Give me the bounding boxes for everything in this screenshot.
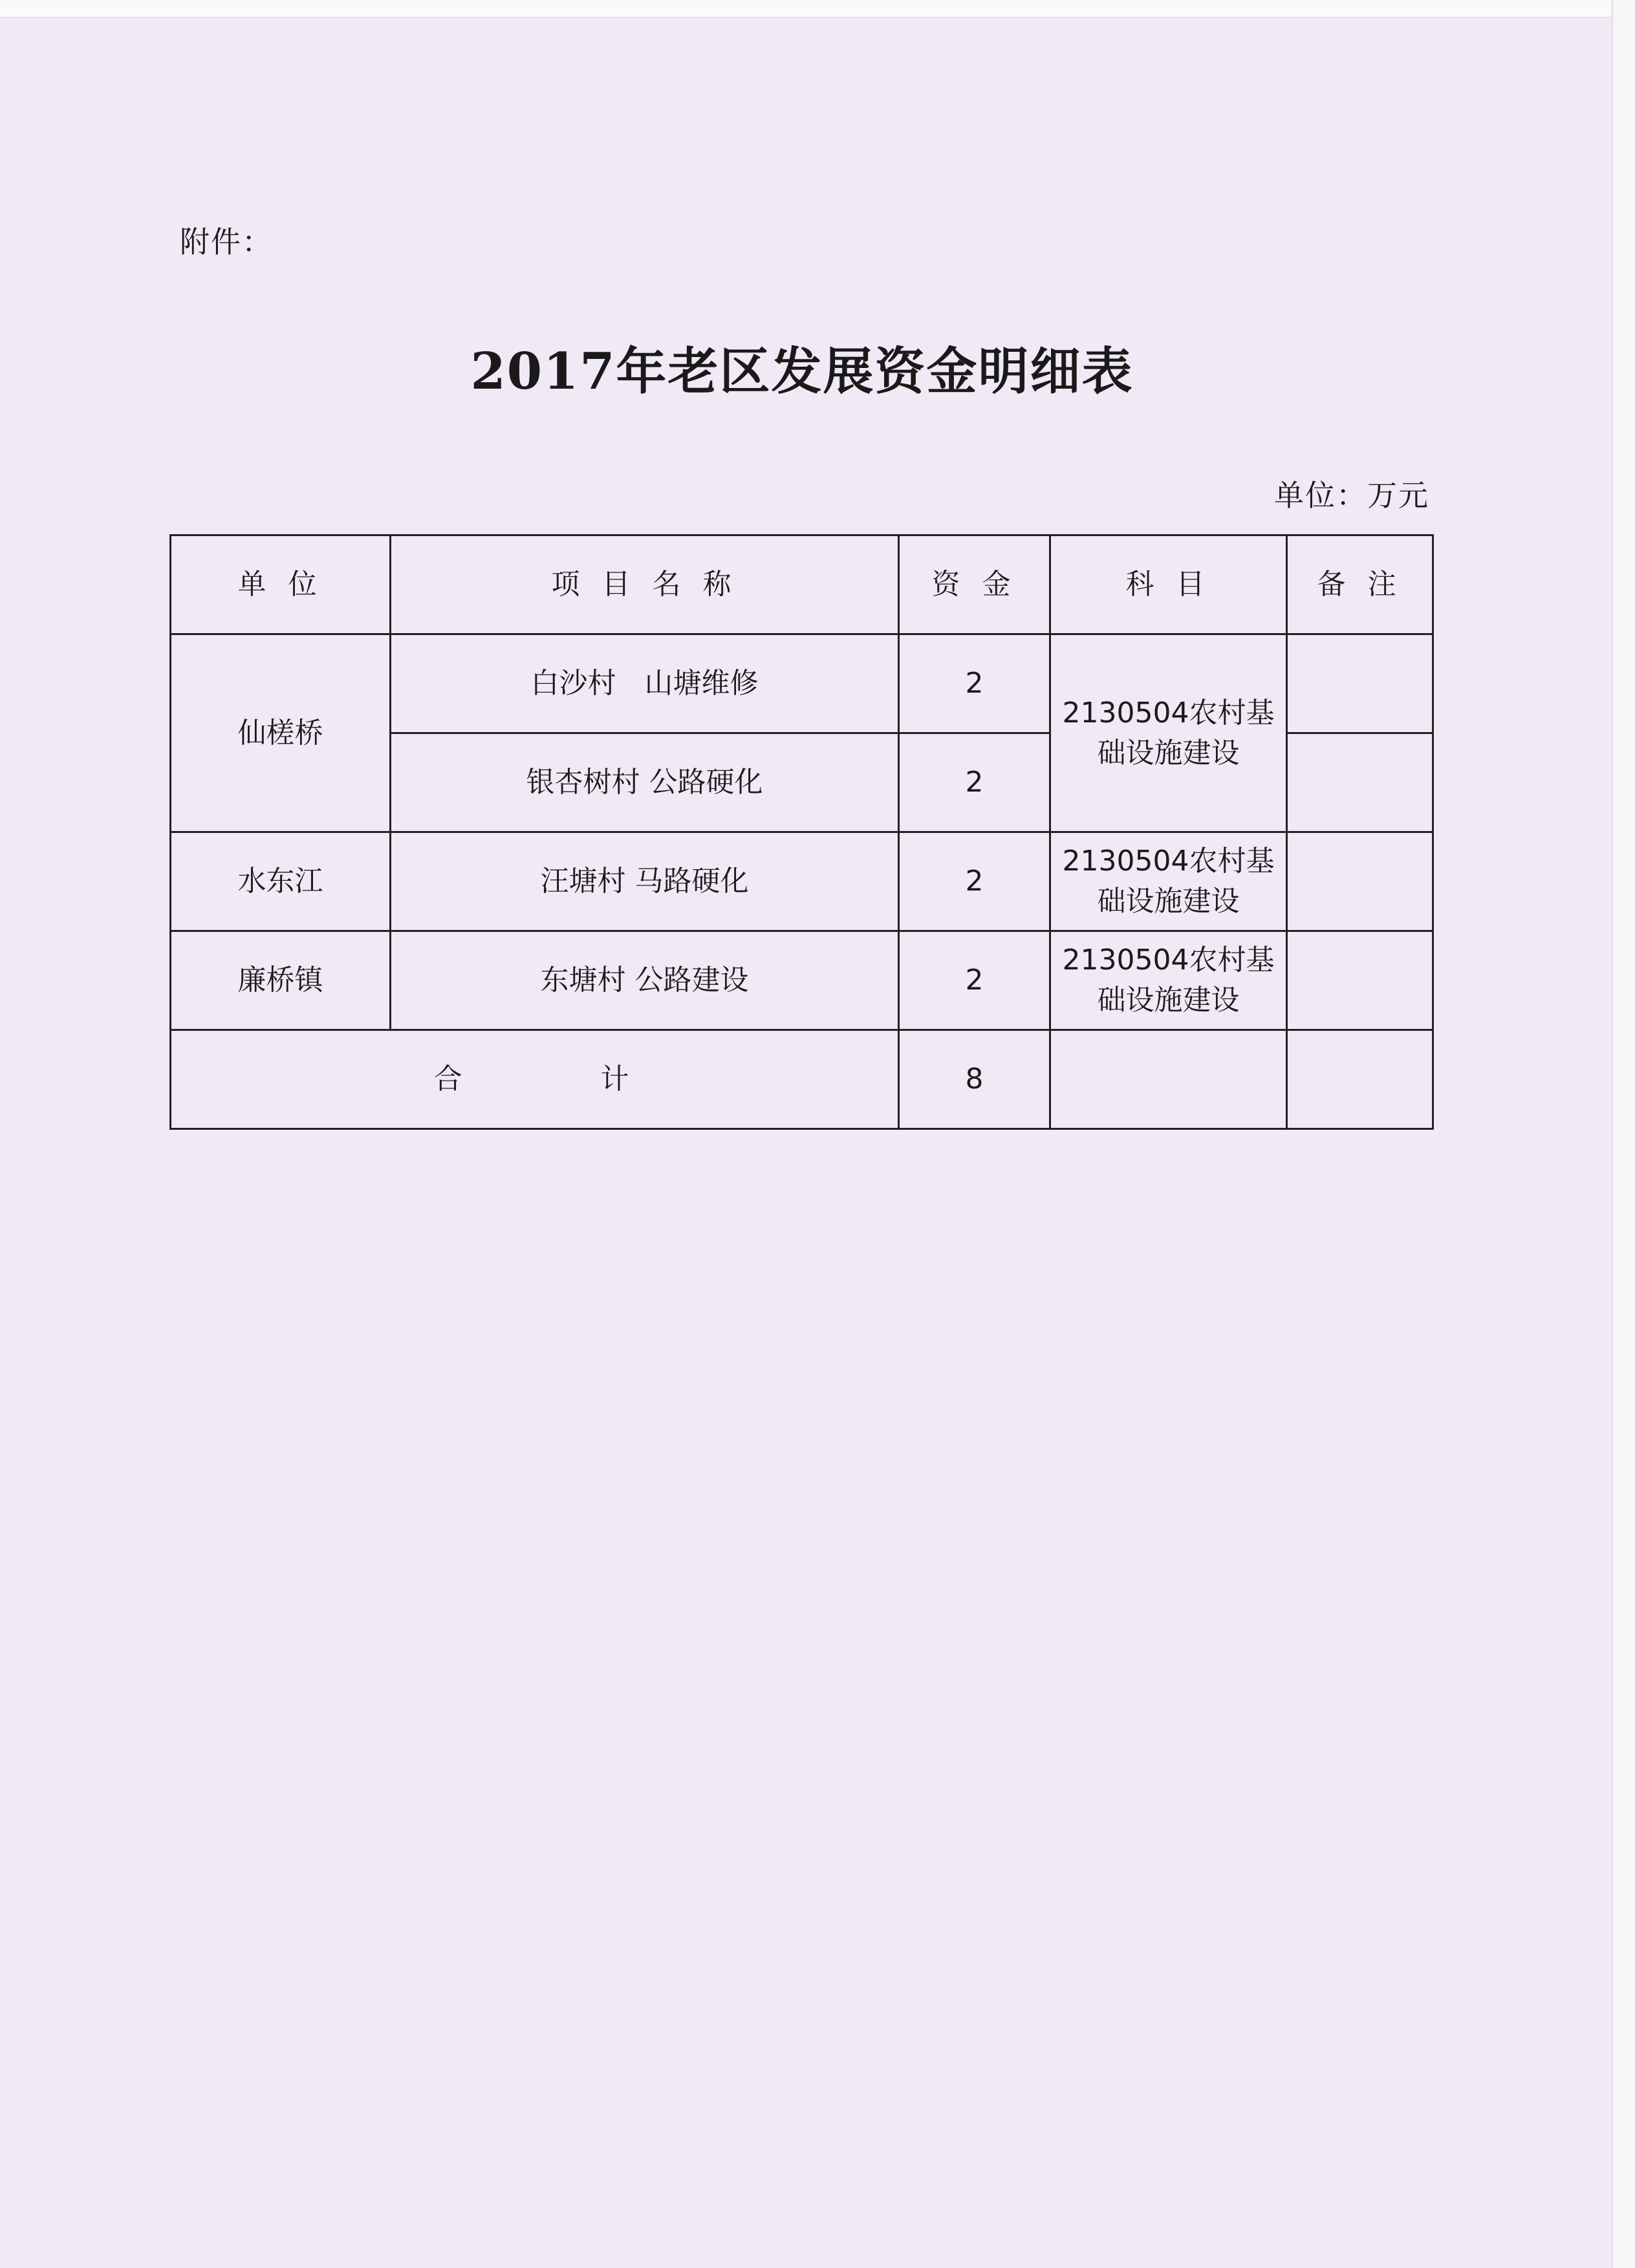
fund-cell: 2 [899, 931, 1050, 1030]
total-label: 合 计 [171, 1030, 899, 1129]
subject-text: 2130504农村基础设施建设 [1062, 845, 1275, 918]
subject-cell [1050, 832, 1287, 931]
unit-cell: 廉桥镇 [171, 931, 391, 1030]
total-row [171, 1030, 1433, 1129]
table-body [171, 634, 1433, 1129]
remark-cell [1287, 634, 1433, 733]
table-row [171, 931, 1433, 1030]
table-row [171, 634, 1433, 733]
fund-cell: 2 [899, 733, 1050, 832]
subject-cell [1050, 634, 1287, 832]
fund-cell: 2 [899, 832, 1050, 931]
scan-edge-top [0, 0, 1635, 18]
project-cell: 汪塘村 马路硬化 [391, 832, 899, 931]
fund-cell: 2 [899, 634, 1050, 733]
table-row [171, 832, 1433, 931]
subject-text: 2130504农村基础设施建设 [1062, 696, 1275, 770]
total-remark-cell [1287, 1030, 1433, 1129]
unit-note: 单位：万元 [1274, 478, 1429, 513]
total-fund-cell: 8 [899, 1030, 1050, 1129]
project-cell: 白沙村 山塘维修 [391, 634, 899, 733]
header-remark: 备 注 [1287, 535, 1433, 634]
remark-cell [1287, 832, 1433, 931]
subject-text: 2130504农村基础设施建设 [1062, 944, 1275, 1017]
project-cell: 东塘村 公路建设 [391, 931, 899, 1030]
header-fund: 资 金 [899, 535, 1050, 634]
attachment-label: 附件： [180, 224, 273, 259]
unit-cell: 仙槎桥 [171, 634, 391, 832]
project-cell: 银杏树村 公路硬化 [391, 733, 899, 832]
page-title: 2017年老区发展资金明细表 [470, 342, 1134, 401]
table-header [171, 535, 1433, 634]
header-project-name: 项 目 名 称 [391, 535, 899, 634]
scan-edge-right [1612, 0, 1635, 2268]
remark-cell [1287, 931, 1433, 1030]
total-subject-cell [1050, 1030, 1287, 1129]
header-row [171, 535, 1433, 634]
header-subject: 科 目 [1050, 535, 1287, 634]
subject-cell [1050, 931, 1287, 1030]
unit-cell: 水东江 [171, 832, 391, 931]
fund-detail-table [169, 534, 1434, 1130]
remark-cell [1287, 733, 1433, 832]
header-unit: 单 位 [171, 535, 391, 634]
